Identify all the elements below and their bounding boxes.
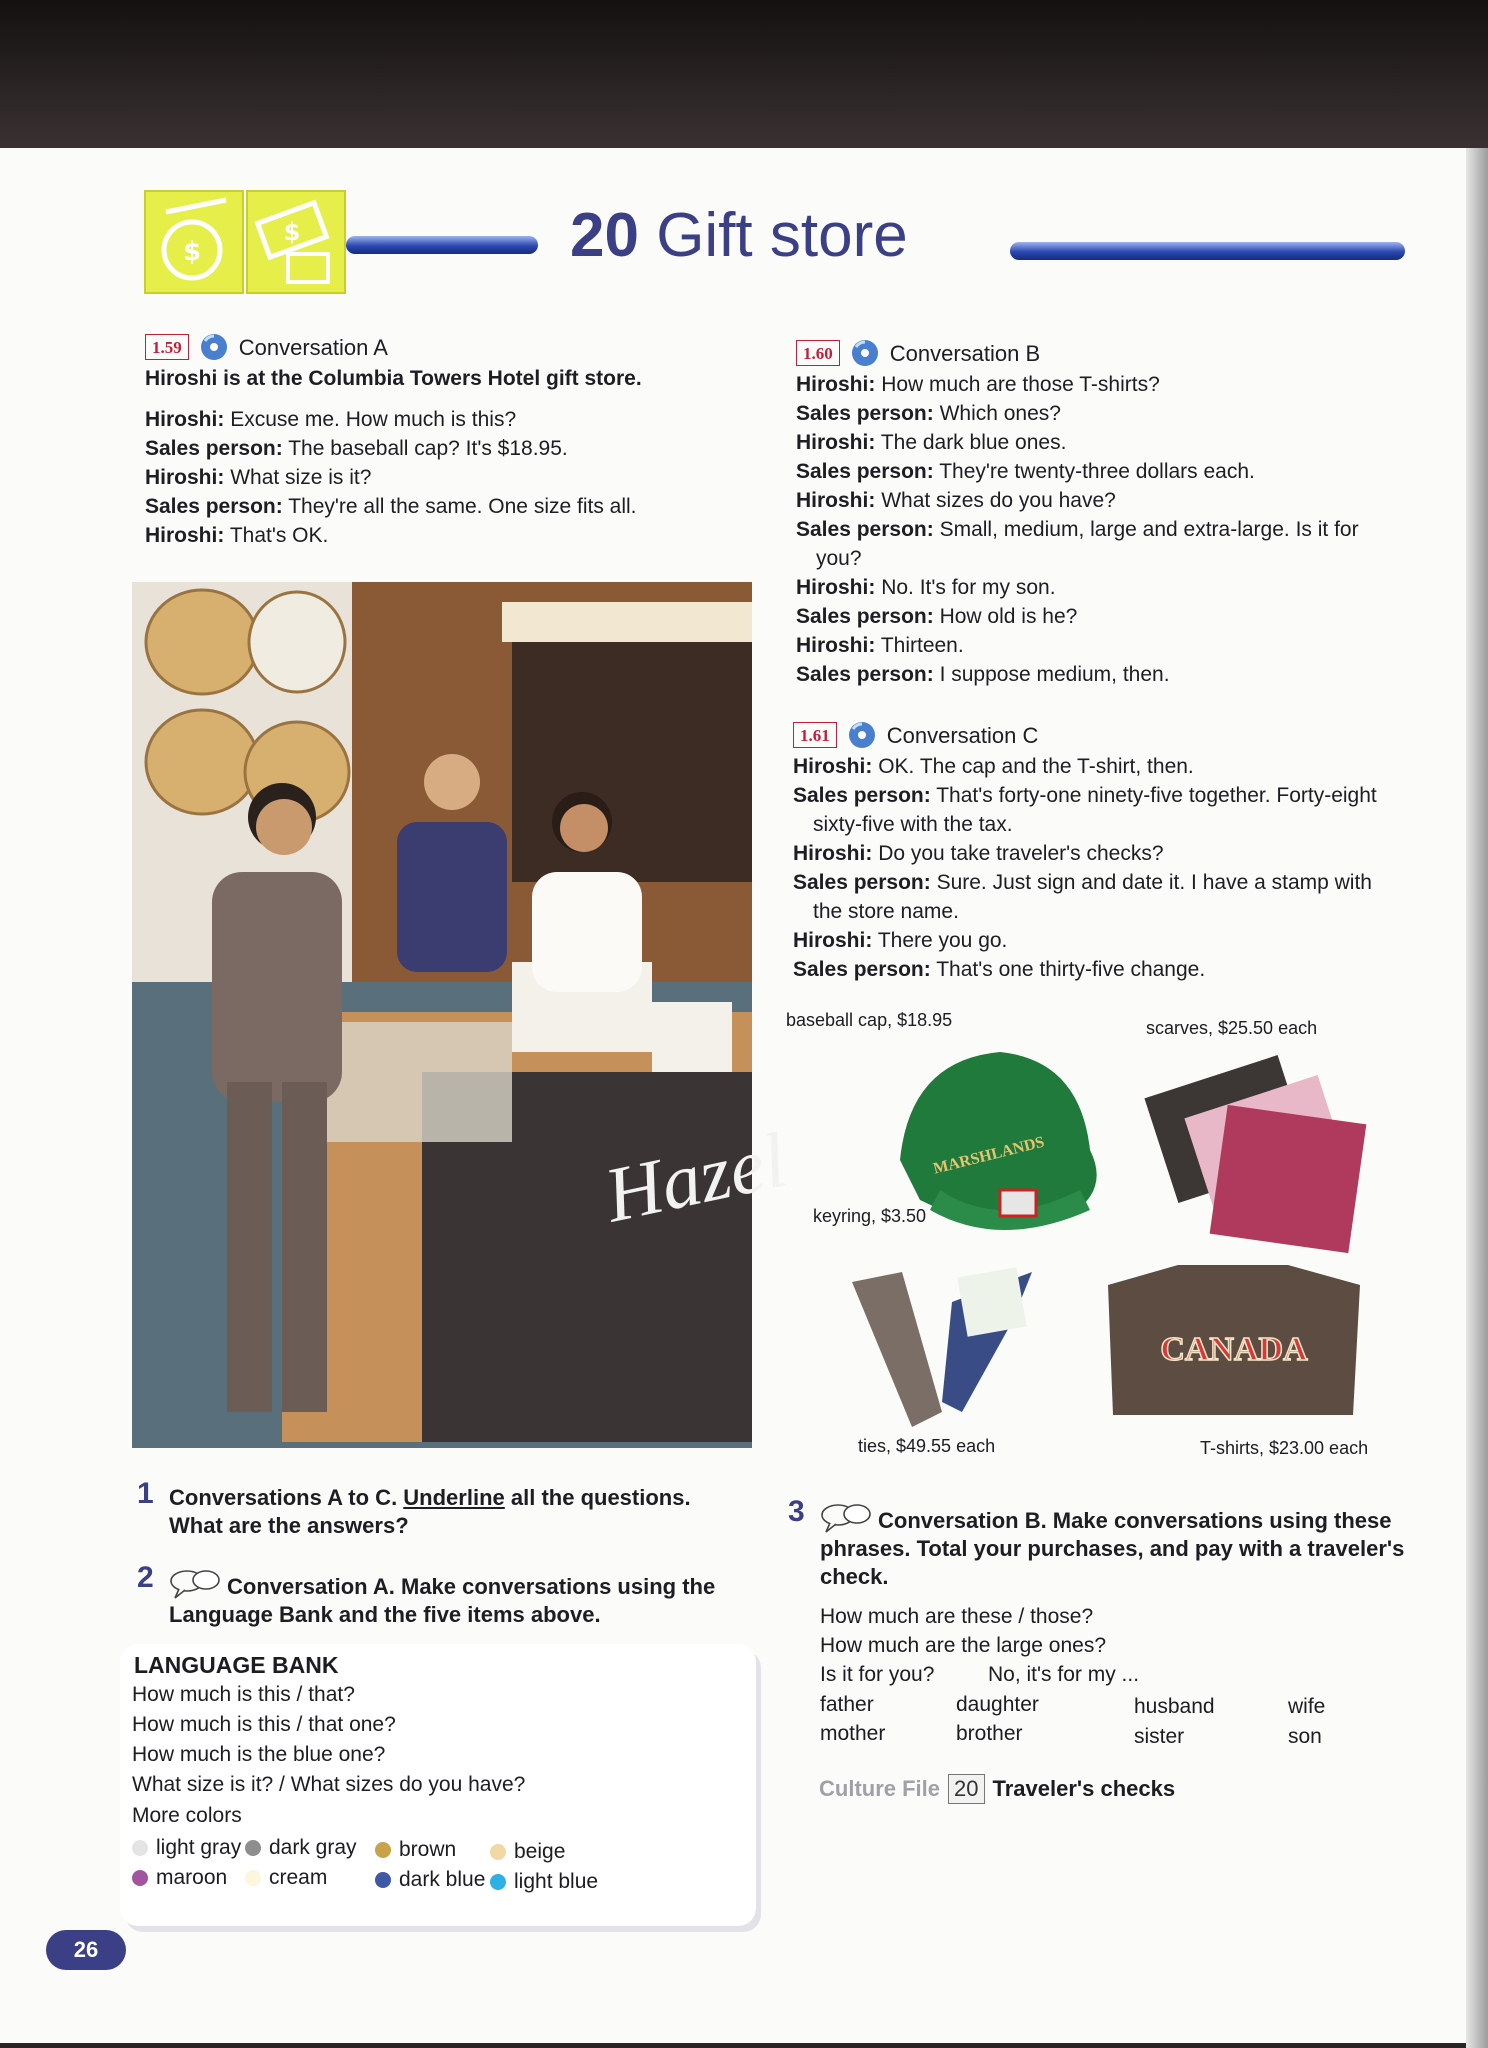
phrase: Is it for you? [820,1663,935,1686]
family-word: brother [956,1722,1023,1745]
dialogue-line [796,428,1396,457]
dialogue-text: Thirteen. [880,634,964,657]
dialogue-line [145,463,745,492]
conversation-c [793,720,1403,984]
conversation-b [796,338,1396,689]
audio-track-badge[interactable]: 1.61 [793,722,837,748]
conversation-intro: Hiroshi is at the Columbia Towers Hotel gift store. [145,367,642,390]
exercise-3 [788,1495,1410,1591]
color-name: beige [514,1840,566,1863]
conversation-lines [793,752,1403,984]
speaker-name: Hiroshi: [793,755,873,778]
speaker-name: Hiroshi: [796,431,876,454]
language-bank [120,1644,756,1926]
speaker-name: Hiroshi: [796,373,876,396]
scarves-image [1148,1044,1378,1264]
dialogue-text: Which ones? [939,402,1061,425]
unit-title-text: Gift store [656,201,908,270]
speaker-name: Hiroshi: [796,576,876,599]
speaker-name: Sales person: [796,402,934,425]
dialogue-text: There you go. [877,929,1008,952]
culture-file-label: Culture File [819,1776,941,1801]
speaker-name: Hiroshi: [793,842,873,865]
dialogue-line [796,631,1396,660]
speaker-name: Sales person: [796,663,934,686]
caption-baseball-cap: baseball cap, $18.95 [786,1010,953,1030]
unit-number: 20 [570,201,639,270]
baseball-cap-image [880,1040,1120,1240]
exercise-number: 1 [137,1477,154,1510]
dialogue-line [796,399,1396,428]
culture-file-link[interactable] [819,1774,1175,1804]
color-dot [132,1870,148,1886]
exercise-text: all the questions. What are the answers? [169,1485,691,1538]
color-dot [245,1840,261,1856]
caption-tshirts: T-shirts, $23.00 each [1200,1438,1369,1458]
svg-text:$: $ [182,237,202,267]
dialogue-line [145,405,745,434]
speech-bubbles-icon [169,1568,221,1600]
culture-file-number: 20 [948,1774,984,1804]
dialogue-text: That's OK. [229,524,329,547]
dialogue-text: How old is he? [939,605,1078,628]
speaker-name: Sales person: [796,518,934,541]
conversation-title: Conversation B [889,340,1041,366]
audio-cd-icon[interactable] [850,338,880,368]
family-word: wife [1288,1695,1326,1718]
speaker-name: Hiroshi: [145,408,225,431]
dialogue-line [793,868,1403,926]
dialogue-text: That's forty-one ninety-five together. Forty-eight sixty-five with the tax. [813,784,1377,836]
dialogue-text: I suppose medium, then. [939,663,1170,686]
family-word: sister [1134,1725,1185,1748]
gift-store-photo [132,582,794,1448]
ties-image [842,1262,1062,1432]
speaker-name: Sales person: [796,460,934,483]
family-word: daughter [956,1693,1039,1716]
phrase: How much is the blue one? [132,1743,386,1766]
phrase: How much are these / those? [820,1605,1094,1628]
color-swatch [375,1838,456,1862]
color-name: light gray [156,1836,242,1859]
dialogue-text: The dark blue ones. [880,431,1067,454]
phrase: What size is it? / What sizes do you have? [132,1773,526,1796]
family-word: mother [820,1722,886,1745]
audio-track-badge[interactable]: 1.59 [145,334,189,360]
phrase: How much is this / that? [132,1683,355,1706]
color-swatch [375,1868,485,1892]
color-swatch [132,1836,241,1860]
dialogue-line [796,515,1396,573]
dialogue-text: They're twenty-three dollars each. [939,460,1255,483]
color-swatch [245,1866,327,1890]
audio-cd-icon[interactable] [199,332,229,362]
conversation-lines [145,405,745,550]
caption-ties: ties, $49.55 each [858,1436,996,1456]
speaker-name: Sales person: [793,958,931,981]
speaker-name: Sales person: [793,871,931,894]
exercise-text: Conversation A. Make conversations using the Language Bank and the five items above. [169,1574,716,1627]
color-dot [490,1844,506,1860]
dialogue-line [796,486,1396,515]
dialogue-text: Sure. Just sign and date it. I have a stamp with the store name. [813,871,1372,923]
speaker-name: Hiroshi: [145,466,225,489]
color-name: brown [399,1838,457,1861]
exercise-2 [137,1561,749,1629]
color-name: dark gray [269,1836,357,1859]
dialogue-text: What sizes do you have? [881,489,1116,512]
page-number: 26 [46,1930,126,1970]
unit-title [570,200,908,271]
speaker-name: Sales person: [796,605,934,628]
dollar-bills-icon [246,190,346,294]
dialogue-text: No. It's for my son. [881,576,1056,599]
caption-keyring: keyring, $3.50 [813,1206,927,1226]
dialogue-text: That's one thirty-five change. [936,958,1206,981]
family-word: son [1288,1725,1322,1748]
dialogue-text: Excuse me. How much is this? [230,408,517,431]
more-colors-title: More colors [132,1804,242,1827]
color-name: light blue [514,1870,599,1893]
dialogue-text: What size is it? [230,466,372,489]
dialogue-line [145,434,745,463]
dialogue-line [793,926,1403,955]
phrase: How much are the large ones? [820,1634,1106,1657]
speaker-name: Hiroshi: [796,489,876,512]
family-word: husband [1134,1695,1215,1718]
dialogue-line [793,839,1403,868]
header-rule-left [346,236,538,254]
color-swatch [490,1840,565,1864]
color-name: dark blue [399,1868,486,1891]
exercise-number: 2 [137,1561,154,1594]
dialogue-line [793,752,1403,781]
speaker-name: Hiroshi: [793,929,873,952]
phrase: How much is this / that one? [132,1713,396,1736]
dialogue-line [793,781,1403,839]
speaker-name: Hiroshi: [145,524,225,547]
exercise-text: Conversations A to C. [169,1485,404,1510]
color-swatch [132,1866,227,1890]
color-swatch [245,1836,357,1860]
speaker-name: Sales person: [793,784,931,807]
color-name: maroon [156,1866,228,1889]
exercise-number: 3 [788,1495,805,1528]
dialogue-line [796,660,1396,689]
header-rule-right [1010,242,1405,260]
color-dot [245,1870,261,1886]
language-bank-title: LANGUAGE BANK [134,1652,339,1678]
conversation-a [145,332,745,550]
scan-top-shadow [0,0,1488,150]
family-word: father [820,1693,874,1716]
speaker-name: Sales person: [145,437,283,460]
conversation-title: Conversation C [886,722,1039,748]
dialogue-text: The baseball cap? It's $18.95. [288,437,568,460]
svg-text:$: $ [283,218,301,246]
conversation-title: Conversation A [238,334,388,360]
dialogue-line [796,602,1396,631]
language-bank-phrases [132,1680,525,1800]
dialogue-line [796,573,1396,602]
color-name: cream [269,1866,328,1889]
tshirts-image [1108,1265,1360,1421]
conversation-lines [796,370,1396,689]
dialogue-line [793,955,1403,984]
tshirt-print-text: CANADA [1160,1331,1308,1368]
audio-track-badge[interactable]: 1.60 [796,340,840,366]
color-dot [375,1842,391,1858]
color-dot [375,1872,391,1888]
dialogue-text: OK. The cap and the T-shirt, then. [878,755,1194,778]
exercise-text: Conversation B. Make conversations using these phrases. Total your purchases, and pay with a traveler's check. [820,1508,1405,1589]
exercise-underline-word: Underline [403,1485,505,1510]
speech-bubbles-icon [820,1502,872,1534]
dialogue-text: Small, medium, large and extra-large. Is it for you? [816,518,1359,570]
dialogue-line [145,492,745,521]
dialogue-line [145,521,745,550]
dialogue-line [796,457,1396,486]
dialogue-text: They're all the same. One size fits all. [288,495,637,518]
store-sign-text: Hazel [597,1115,794,1239]
audio-cd-icon[interactable] [847,720,877,750]
caption-scarves: scarves, $25.50 each [1146,1018,1318,1038]
page-spine-shadow [1466,148,1488,2048]
dialogue-text: Do you take traveler's checks? [878,842,1164,865]
color-dot [490,1874,506,1890]
color-dot [132,1840,148,1856]
exercise-1 [137,1477,729,1540]
dialogue-text: How much are those T-shirts? [881,373,1160,396]
money-bag-icon [144,190,244,294]
speaker-name: Sales person: [145,495,283,518]
speaker-name: Hiroshi: [796,634,876,657]
phrase: No, it's for my ... [988,1663,1140,1686]
color-swatch [490,1870,598,1894]
dialogue-line [796,370,1396,399]
culture-file-title: Traveler's checks [992,1776,1176,1801]
cap-logo-text: MARSHLANDS [931,1133,1047,1178]
